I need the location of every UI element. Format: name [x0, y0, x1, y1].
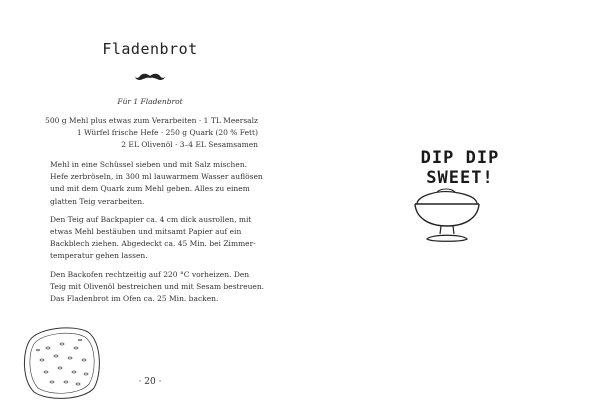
right-page [300, 0, 600, 417]
instruction-line: Den Backofen rechtzeitig auf 220 °C vorheizen. Den [50, 269, 250, 279]
instruction-line: Backblech ziehen. Abgedeckt ca. 45 Min. bei Zimmer- [50, 239, 256, 249]
ingredients-list [40, 115, 258, 151]
instruction-step-2 [50, 214, 275, 263]
recipe-yield: Für 1 Fladenbrot [117, 97, 183, 106]
instruction-line: temperatur gehen lassen. [50, 251, 148, 261]
instruction-step-3 [50, 269, 275, 306]
page-number: · 20 · [138, 377, 162, 387]
flatbread-illustration-icon [18, 318, 104, 404]
ingredient-line: 1 Würfel frische Hefe · 250 g Quark (20 % Fett) [76, 128, 258, 137]
instruction-line: Den Teig auf Backpapier ca. 4 cm dick ausrollen, mit [50, 214, 252, 224]
dessert-bowl-illustration-icon [407, 186, 487, 246]
recipe-title: Fladenbrot [102, 40, 198, 58]
instruction-line: Das Fladenbrot im Ofen ca. 25 Min. backen. [50, 294, 219, 304]
ingredient-line: 500 g Mehl plus etwas zum Verarbeiten · 1 TL Meersalz [45, 116, 258, 125]
ingredient-line: 2 EL Olivenöl · 3–4 EL Sesamsamen [121, 140, 258, 149]
instructions [50, 159, 275, 311]
instruction-line: Hefe zerbröseln, in 300 ml lauwarmem Wasser auflösen [50, 172, 263, 182]
instruction-step-1 [50, 159, 275, 208]
mustache-ornament-icon [134, 71, 166, 83]
instruction-line: und mit dem Quark zum Mehl geben. Alles zu einem [50, 184, 250, 194]
instruction-line: glatten Teig verarbeiten. [50, 196, 145, 206]
instruction-line: Teig mit Olivenöl bestreichen und mit Sesam bestreuen. [50, 281, 265, 291]
section-title: DIP DIP SWEET! [420, 148, 500, 188]
instruction-line: Mehl in eine Schüssel sieben und mit Salz mischen. [50, 160, 248, 169]
instruction-line: etwas Mehl bestäuben und mitsamt Papier auf ein [50, 227, 242, 237]
